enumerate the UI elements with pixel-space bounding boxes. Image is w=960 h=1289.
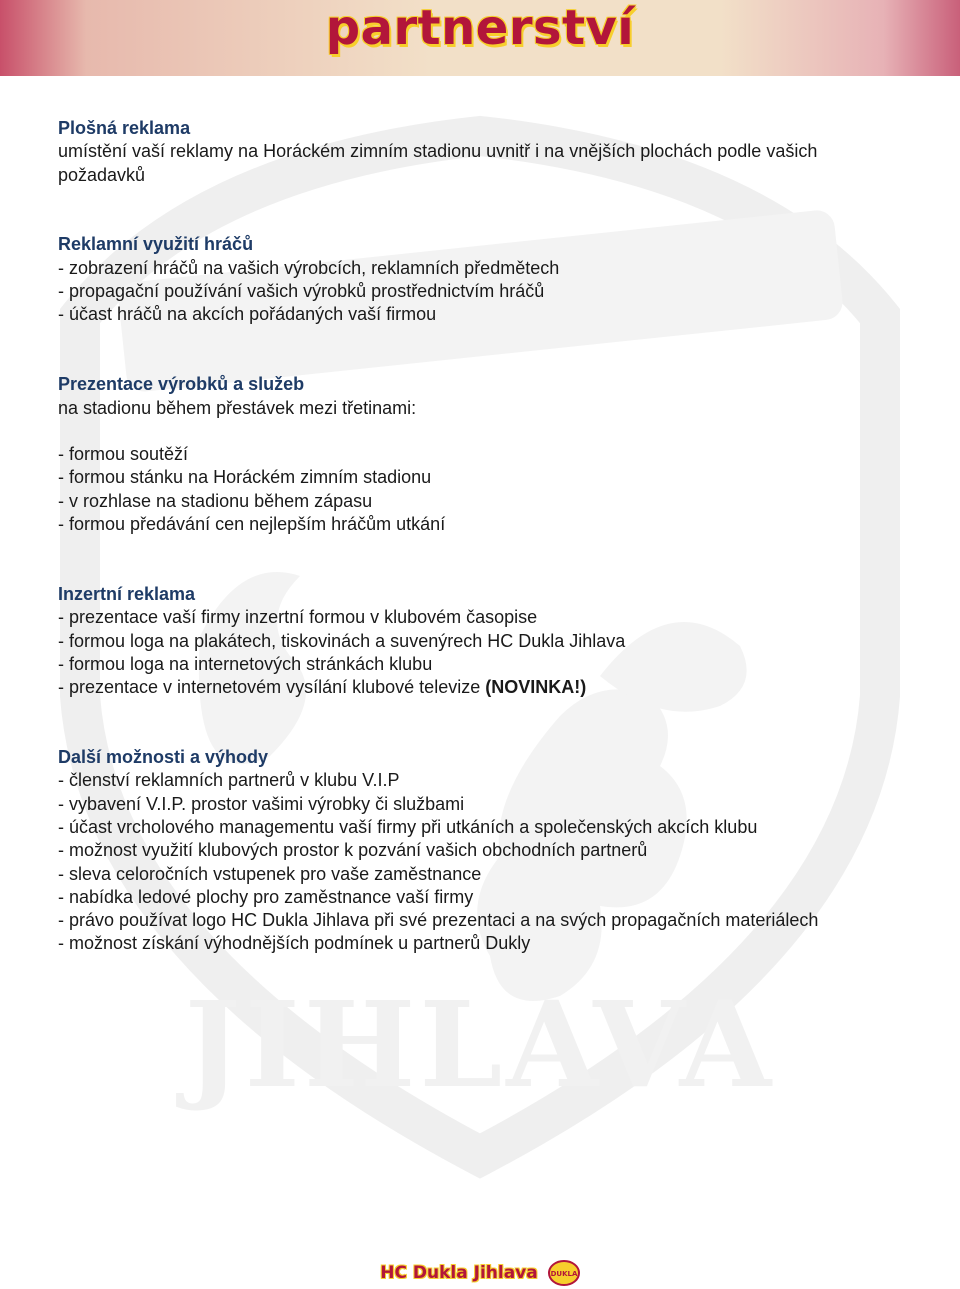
section-line: - možnost získání výhodnějších podmínek u partnerů Dukly <box>58 933 531 954</box>
section-other-benefits <box>58 746 918 956</box>
section-product-presentation <box>58 373 918 536</box>
section-line: umístění vaší reklamy na Horáckém zimním stadionu uvnitř i na vnějších plochách podle vašich <box>58 141 818 162</box>
section-line: - formou loga na plakátech, tiskovinách a suvenýrech HC Dukla Jihlava <box>58 630 626 651</box>
section-line: - formou soutěží <box>58 444 189 465</box>
club-emblem-icon <box>548 1260 580 1286</box>
section-line: - vybavení V.I.P. prostor vašimi výrobky či službami <box>58 793 465 814</box>
page-title: partnerství <box>325 0 635 56</box>
section-player-advertising <box>58 233 918 326</box>
page-footer <box>0 1258 960 1288</box>
section-title: Plošná reklama <box>58 118 191 138</box>
section-title: Reklamní využití hráčů <box>58 234 254 255</box>
section-line: - v rozhlase na stadionu během zápasu <box>58 490 373 511</box>
section-title: Další možnosti a výhody <box>58 747 269 768</box>
section-line: - možnost využití klubových prostor k pozvání vašich obchodních partnerů <box>58 840 648 861</box>
watermark-text: JIHLAVA <box>184 975 776 1114</box>
section-line: - sleva celoročních vstupenek pro vaše zaměstnance <box>58 863 482 884</box>
emblem-text: DUKLA <box>550 1270 578 1278</box>
section-line: požadavků <box>58 164 146 185</box>
section-line: - zobrazení hráčů na vašich výrobcích, reklamních předmětech <box>58 257 560 278</box>
section-line: - formou stánku na Horáckém zimním stadionu <box>58 467 432 488</box>
line-spacer <box>58 420 918 443</box>
section-line: - členství reklamních partnerů v klubu V.I.P <box>58 770 400 791</box>
section-line: - formou předávání cen nejlepším hráčům utkání <box>58 514 446 535</box>
section-line <box>58 676 918 699</box>
section-line: - účast vrcholového managementu vaší firmy při utkáních a společenských akcích klubu <box>58 816 758 837</box>
section-line: - právo používat logo HC Dukla Jihlava při své prezentaci a na svých propagačních materiálech <box>58 910 819 931</box>
section-line: - účast hráčů na akcích pořádaných vaší firmou <box>58 304 437 325</box>
novelty-badge: (NOVINKA!) <box>485 677 587 698</box>
section-print-advertising <box>58 583 918 699</box>
section-line: na stadionu během přestávek mezi třetinami: <box>58 397 417 418</box>
section-line: - propagační používání vašich výrobků prostřednictvím hráčů <box>58 281 545 302</box>
section-area-advertising <box>58 117 918 187</box>
club-logo-text: HC Dukla Jihlava <box>380 1263 538 1283</box>
page-header <box>0 0 960 76</box>
section-line: - prezentace vaší firmy inzertní formou v klubovém časopise <box>58 607 538 628</box>
section-line: - nabídka ledové plochy pro zaměstnance vaší firmy <box>58 886 474 907</box>
section-title: Prezentace výrobků a služeb <box>58 374 305 395</box>
section-title: Inzertní reklama <box>58 583 196 604</box>
partnership-content <box>58 117 918 1002</box>
line-text: - prezentace v internetovém vysílání klubové televize <box>58 677 486 698</box>
section-line: - formou loga na internetových stránkách klubu <box>58 653 433 674</box>
